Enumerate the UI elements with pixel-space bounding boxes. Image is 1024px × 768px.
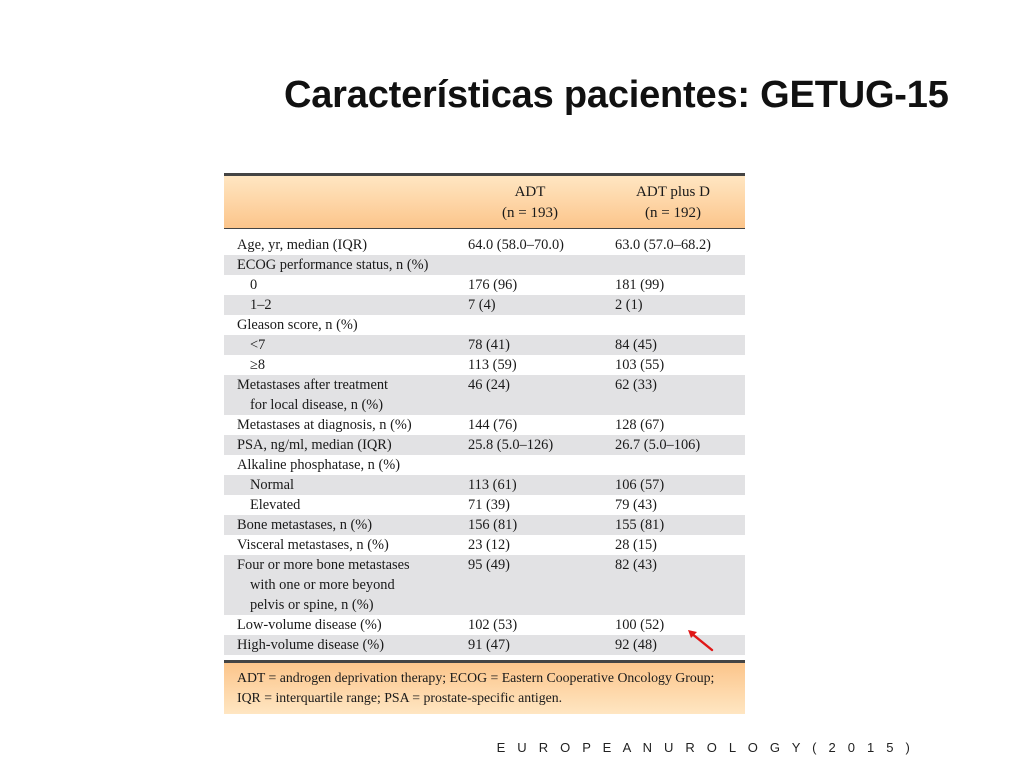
cell-adt-plus-d: 103 (55) <box>615 357 665 373</box>
cell-adt: 78 (41) <box>468 337 510 353</box>
row-label <box>224 235 450 255</box>
row-label-line: Visceral metastases, n (%) <box>237 537 389 553</box>
row-label <box>224 255 450 275</box>
table-row <box>224 315 745 335</box>
cell-adt-plus-d: 82 (43) <box>615 557 657 573</box>
row-label-line: 1–2 <box>250 297 272 313</box>
cell-adt: 23 (12) <box>468 537 510 553</box>
table-row <box>224 415 745 435</box>
column-name: ADT <box>514 184 546 200</box>
cell-adt: 156 (81) <box>468 517 518 533</box>
row-label <box>224 275 450 295</box>
row-label-line: PSA, ng/ml, median (IQR) <box>237 437 392 453</box>
cell-adt-plus-d: 79 (43) <box>615 497 657 513</box>
table-row <box>224 455 745 475</box>
table-row <box>224 495 745 515</box>
row-label-line: High-volume disease (%) <box>237 637 385 653</box>
table-row <box>224 535 745 555</box>
row-label <box>224 535 450 555</box>
characteristics-table <box>224 173 745 714</box>
row-label-line: 0 <box>250 277 258 293</box>
row-label <box>224 295 450 315</box>
cell-adt-plus-d: 92 (48) <box>615 637 657 653</box>
table-body <box>224 235 745 655</box>
cell-adt-plus-d: 84 (45) <box>615 337 657 353</box>
table-row <box>224 375 745 415</box>
cell-adt-plus-d: 63.0 (57.0–68.2) <box>615 237 711 253</box>
cell-adt-plus-d: 128 (67) <box>615 417 665 433</box>
cell-adt: 64.0 (58.0–70.0) <box>468 237 564 253</box>
row-label-line: Bone metastases, n (%) <box>237 517 373 533</box>
cell-adt-plus-d: 62 (33) <box>615 377 657 393</box>
column-header-adt <box>480 182 580 224</box>
row-label <box>224 335 450 355</box>
table-row <box>224 555 745 615</box>
table-row <box>224 635 745 655</box>
row-label-line: Four or more bone metastases <box>237 557 410 573</box>
cell-adt: 176 (96) <box>468 277 518 293</box>
table-row <box>224 615 745 635</box>
table-row <box>224 355 745 375</box>
cell-adt: 46 (24) <box>468 377 510 393</box>
cell-adt-plus-d: 28 (15) <box>615 537 657 553</box>
cell-adt-plus-d: 2 (1) <box>615 297 643 313</box>
table-row <box>224 335 745 355</box>
table-row <box>224 235 745 255</box>
row-label-line: Metastases after treatment <box>237 377 389 393</box>
row-label-line: with one or more beyond <box>250 577 395 593</box>
cell-adt: 91 (47) <box>468 637 510 653</box>
column-name: ADT plus D <box>636 184 710 200</box>
row-label <box>224 375 450 415</box>
table-row <box>224 435 745 455</box>
row-label-line: Elevated <box>250 497 301 513</box>
row-label-line: Gleason score, n (%) <box>237 317 358 333</box>
cell-adt-plus-d: 106 (57) <box>615 477 665 493</box>
cell-adt: 95 (49) <box>468 557 510 573</box>
column-header-adt-plus-d <box>618 182 728 224</box>
row-label-line: ECOG performance status, n (%) <box>237 257 429 273</box>
row-label <box>224 435 450 455</box>
row-label <box>224 555 450 615</box>
row-label <box>224 355 450 375</box>
row-label <box>224 495 450 515</box>
row-label-line: ≥8 <box>250 357 266 373</box>
row-label-line: Alkaline phosphatase, n (%) <box>237 457 401 473</box>
cell-adt: 7 (4) <box>468 297 496 313</box>
table-row <box>224 255 745 275</box>
row-label-line: Metastases at diagnosis, n (%) <box>237 417 412 433</box>
row-label-line: Normal <box>250 477 294 493</box>
cell-adt: 144 (76) <box>468 417 518 433</box>
table-header <box>224 176 745 228</box>
journal-source: E U R O P E A N U R O L O G Y ( 2 0 1 5 ) <box>496 740 914 755</box>
row-label-line: pelvis or spine, n (%) <box>250 597 374 613</box>
row-label <box>224 615 450 635</box>
row-label <box>224 415 450 435</box>
cell-adt: 113 (59) <box>468 357 517 373</box>
slide-title: Características pacientes: GETUG-15 <box>284 74 949 116</box>
cell-adt: 102 (53) <box>468 617 518 633</box>
row-label-line: Low-volume disease (%) <box>237 617 382 633</box>
column-n: (n = 193) <box>502 205 558 221</box>
cell-adt-plus-d: 26.7 (5.0–106) <box>615 437 701 453</box>
cell-adt: 113 (61) <box>468 477 517 493</box>
row-label <box>224 455 450 475</box>
cell-adt: 25.8 (5.0–126) <box>468 437 554 453</box>
table-row <box>224 475 745 495</box>
row-label-line: <7 <box>250 337 266 353</box>
table-row <box>224 295 745 315</box>
row-label <box>224 315 450 335</box>
row-label-line: Age, yr, median (IQR) <box>237 237 368 253</box>
table-row <box>224 515 745 535</box>
row-label-line: for local disease, n (%) <box>250 397 384 413</box>
cell-adt-plus-d: 100 (52) <box>615 617 665 633</box>
table-footnote: ADT = androgen deprivation therapy; ECOG = Eastern Cooperative Oncology Group; IQR = interquartile range; PSA = prostate-specific antigen. <box>224 663 745 714</box>
red-arrow-icon <box>686 628 716 654</box>
cell-adt: 71 (39) <box>468 497 510 513</box>
row-label <box>224 635 450 655</box>
row-label <box>224 515 450 535</box>
table-row <box>224 275 745 295</box>
cell-adt-plus-d: 155 (81) <box>615 517 665 533</box>
cell-adt-plus-d: 181 (99) <box>615 277 665 293</box>
row-label <box>224 475 450 495</box>
column-n: (n = 192) <box>645 205 701 221</box>
